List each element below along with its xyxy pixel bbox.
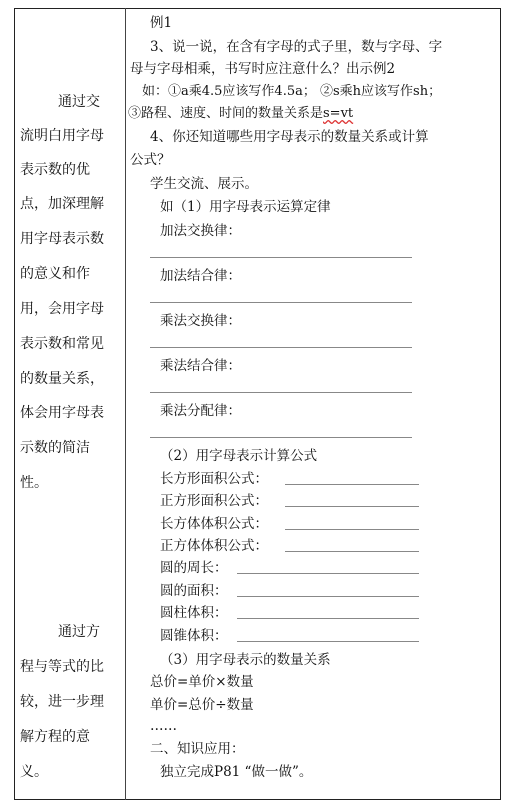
question-4-line-1: 4、你还知道哪些用字母表示的数量关系或计算 [150,129,429,145]
answer-blank[interactable] [285,529,419,530]
left-text-line: 的意义和作 [20,266,90,282]
left-text-line: 通过方 [58,624,100,640]
task-line: 独立完成P81 “做一做”。 [160,764,313,780]
left-text-line: 点，加深理解 [20,196,104,212]
law-label: 乘法结合律： [160,358,241,374]
formula-label: 正方形面积公式： [160,493,268,509]
relation-line: 总价=单价×数量 [150,674,254,690]
left-text-line: 较，进一步理 [20,694,104,710]
left-text-line: 表示数和常见 [20,336,104,352]
law-label: 加法交换律： [160,223,241,239]
example-line-2-prefix: ③路程、速度、时间的数量关系是 [128,106,324,121]
answer-blank[interactable] [237,618,419,619]
left-text-line: 的数量关系， [20,371,104,387]
formula-label: 长方形面积公式： [160,471,268,487]
left-text-line: 示数的简洁 [20,440,90,456]
formula-label: 圆的周长： [160,560,228,576]
answer-blank[interactable] [285,551,419,552]
relation-ellipsis: …… [150,718,177,734]
table-frame [14,8,501,800]
formula-label: 长方体体积公式： [160,516,268,532]
student-activity: 学生交流、展示。 [150,176,258,192]
column-divider [125,8,126,800]
answer-blank[interactable] [237,573,419,574]
law-label: 乘法交换律： [160,313,241,329]
question-3-line-1: 3、说一说，在含有字母的式子里，数与字母、字 [150,39,443,55]
subsection-3-heading: （3）用字母表示的数量关系 [160,652,331,668]
relation-line: 单价=总价÷数量 [150,697,254,713]
subsection-2-heading: （2）用字母表示计算公式 [160,448,318,464]
example-line-2 [128,106,353,122]
answer-blank[interactable] [150,302,412,303]
answer-blank[interactable] [150,437,412,438]
example-line-1: 如：①a乘4.5应该写作4.5a； ②s乘h应该写作sh； [142,84,442,99]
answer-blank[interactable] [150,257,412,258]
left-text-line: 表示数的优 [20,162,90,178]
answer-blank[interactable] [150,392,412,393]
left-text-line: 解方程的意 [20,729,90,745]
left-text-line: 用字母表示数 [20,231,104,247]
answer-blank[interactable] [150,347,412,348]
left-text-line: 义。 [20,764,48,780]
section-2-heading: 二、知识应用： [150,741,245,757]
formula-label: 圆的面积： [160,583,228,599]
left-text-line: 流明白用字母 [20,128,104,144]
answer-blank[interactable] [237,596,419,597]
left-text-line: 程与等式的比 [20,659,104,675]
law-label: 乘法分配律： [160,403,241,419]
formula-label: 圆锥体积： [160,628,228,644]
formula-label: 圆柱体积： [160,605,228,621]
question-4-line-2: 公式？ [130,152,171,168]
example-formula: s=vt [323,106,354,121]
question-3-line-2: 母与字母相乘，书写时应注意什么？出示例2 [130,61,396,77]
left-text-line: 用，会用字母 [20,301,104,317]
law-label: 加法结合律： [160,268,241,284]
subsection-1-heading: 如（1）用字母表示运算定律 [160,199,331,215]
answer-blank[interactable] [285,506,419,507]
left-text-line: 体会用字母表 [20,405,104,421]
formula-label: 正方体体积公式： [160,538,268,554]
left-text-line: 通过交 [58,94,100,110]
answer-blank[interactable] [285,484,419,485]
example-label: 例1 [150,15,173,31]
answer-blank[interactable] [237,641,419,642]
left-text-line: 性。 [20,475,48,491]
